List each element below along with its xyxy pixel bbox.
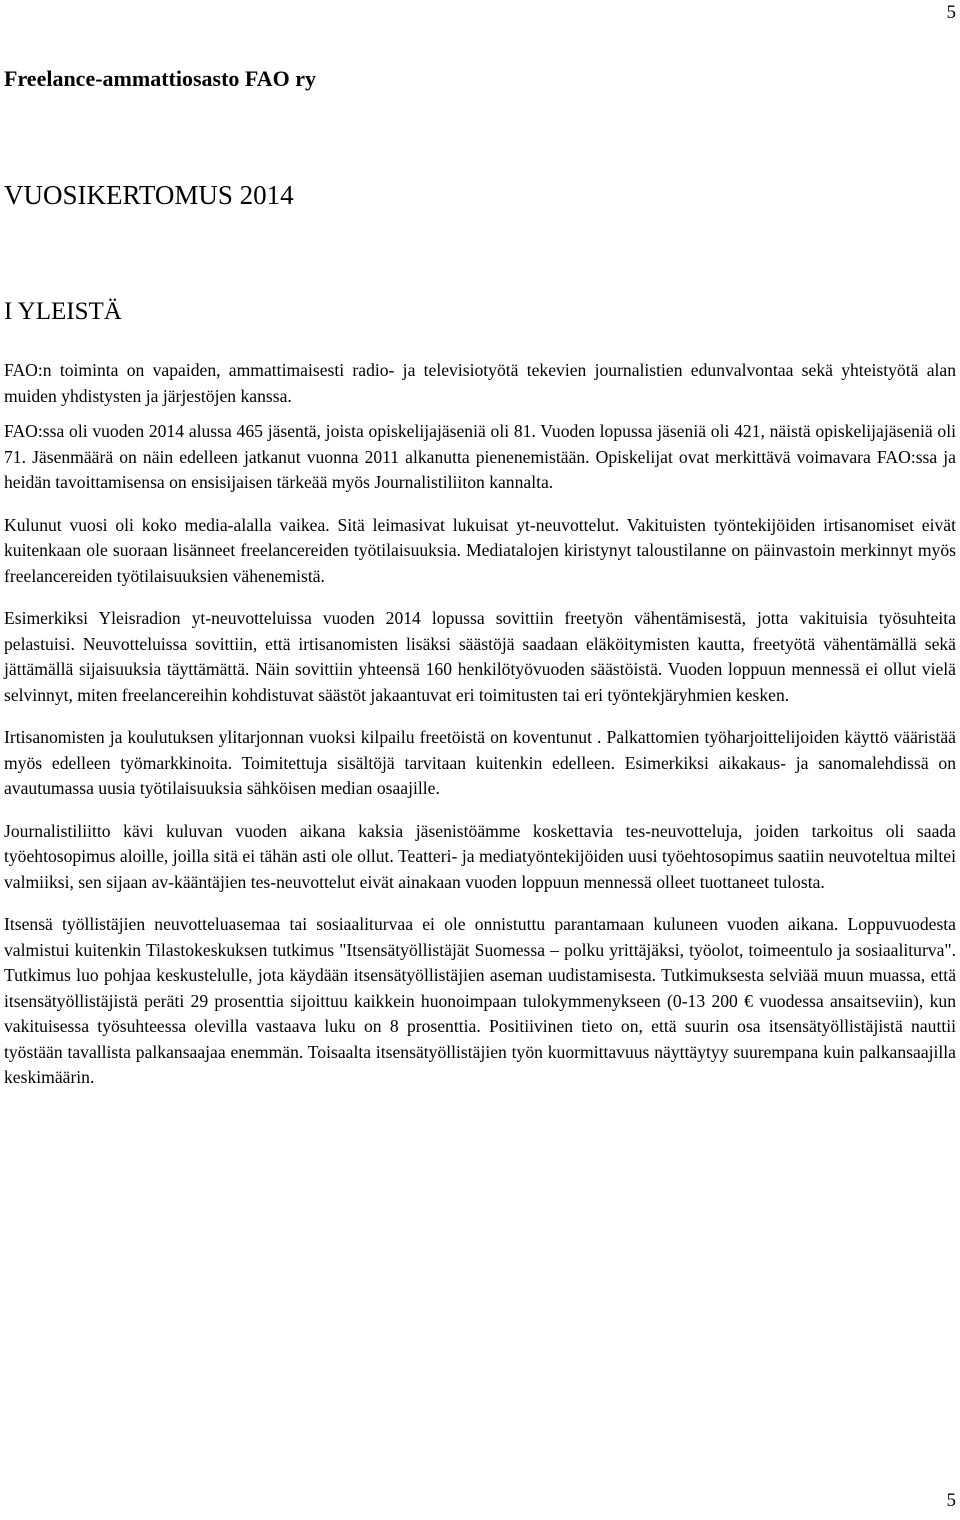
paragraph-membership: FAO:ssa oli vuoden 2014 alussa 465 jäsentä, joista opiskelijajäseniä oli 81. Vuoden lopussa jäseniä oli 421, näistä opiskelijajäseniä oli 71. Jäsenmäärä on näin edelleen jatkanut vuonna 2011 alkanutta pienenemistään. Opiskelijat ovat merkittävä voimavara FAO:ssa ja heidän tavoittamisensa on ensisijaisen tärkeää myös Journalistiliiton kannalta. xyxy=(4,421,956,492)
page-number-bottom: 5 xyxy=(946,1490,956,1511)
organization-name: Freelance-ammattiosasto FAO ry xyxy=(4,66,316,91)
page-number-top: 5 xyxy=(946,2,956,23)
document-title: VUOSIKERTOMUS 2014 xyxy=(4,180,294,210)
paragraph-competition: Irtisanomisten ja koulutuksen ylitarjonnan vuoksi kilpailu freetöistä on koventunut . Palkattomien työharjoittelijoiden käyttö vääristää myös edelleen työmarkkinoita. Toimitettuja sisältöjä tarvitaan kuitenkin edelleen. Esimerkiksi aikakaus- ja sanomalehdissä on avautumassa uusia työtilaisuuksia sähköisen median osaajille. xyxy=(4,727,956,798)
paragraph-self-employed: Itsensä työllistäjien neuvotteluasemaa tai sosiaaliturvaa ei ole onnistuttu parantamaan kuluneen vuoden aikana. Loppuvuodesta valmistui kuitenkin Tilastokeskuksen tutkimus "Itsensätyöllistäjät Suomessa – polku yrittäjäksi, työolot, toimeentulo ja sosiaaliturva". Tutkimus luo pohjaa keskustelulle, jota käydään itsensätyöllistäjien aseman uudistamisesta. Tutkimuksesta selviää muun muassa, että itsensätyöllistäjistä peräti 29 prosenttia sijoittuu kaikkein huonoimpaan tulokymmenykseen (0-13 200 € vuodessa ansaitseviin), kun vakituisessa työsuhteessa olevilla vastaava luku on 8 prosenttia. Positiivinen tieto on, että suurin osa itsensätyöllistäjistä nauttii työstään tavallista palkansaajaa enemmän. Toisaalta itsensätyöllistäjien työn kuormittavuus näyttäytyy suurempana kuin palkansaajilla keskimäärin. xyxy=(4,914,956,1087)
document-body xyxy=(4,358,956,1108)
paragraph-past-year: Kulunut vuosi oli koko media-alalla vaikea. Sitä leimasivat lukuisat yt-neuvottelut. Vakituisten työntekijöiden irtisanomiset eivät kuitenkaan ole suoraan lisänneet freelancereiden työtilaisuuksia. Mediatalojen kiristynyt taloustilanne on päinvastoin merkinnyt myös freelancereiden työtilaisuuksien vähenemistä. xyxy=(4,514,956,586)
paragraph-collective-agreements: Journalistiliitto kävi kuluvan vuoden aikana kaksia jäsenistöämme koskettavia tes-neuvotteluja, joiden tarkoitus oli saada työehtosopimus aloille, joilla sitä ei tähän asti ole ollut. Teatteri- ja mediatyöntekijöiden uusi työehtosopimus saatiin neuvoteltua miltei valmiiksi, sen sijaan av-kääntäjien tes-neuvottelut eivät ainakaan vuoden loppuun mennessä olleet tuottaneet tulosta. xyxy=(4,820,956,892)
paragraph-yle-negotiations: Esimerkiksi Yleisradion yt-neuvotteluissa vuoden 2014 lopussa sovittiin freetyön vähentämisestä, jotta vakituisia työsuhteita pelastuisi. Neuvotteluissa sovittiin, että irtisanomisten lisäksi säästöjä saadaan eläköitymisten kautta, freetyötä vähentämällä sekä jättämällä sijaisuuksia täyttämättä. Näin sovittiin yhteensä 160 henkilötyövuoden säästöistä. Vuoden loppuun mennessä ei ollut vielä selvinnyt, miten freelancereihin kohdistuvat säästöt jakaantuvat eri toimitusten tai eri työntekjäryhmien kesken. xyxy=(4,608,956,705)
section-heading: I YLEISTÄ xyxy=(4,298,122,325)
paragraph-intro: FAO:n toiminta on vapaiden, ammattimaisesti radio- ja televisiotyötä tekevien journalistien edunvalvontaa sekä yhteistyötä alan muiden yhdistysten ja järjestöjen kanssa. xyxy=(4,360,956,406)
